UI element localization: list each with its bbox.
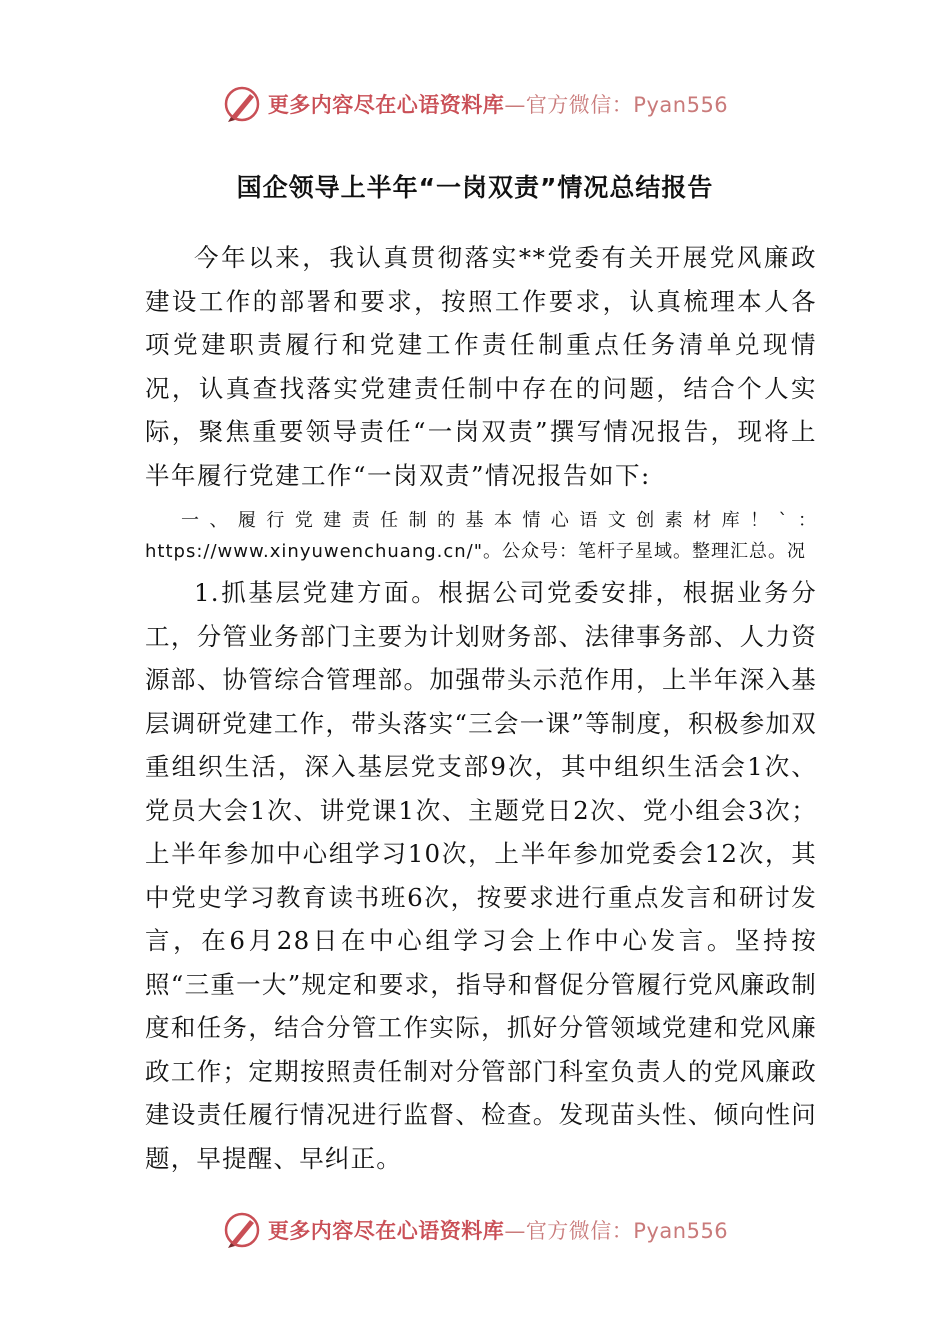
banner-contact-text: —官方微信：Pyan556 <box>504 93 729 117</box>
body-paragraph: 1.抓基层党建方面。根据公司党委安排，根据业务分工，分管业务部门主要为计划财务部、法律事务部、人力资源部、协管综合管理部。加强带头示范作用，上半年深入基层调研党建工作，带头落实“三会一课”等制度，积极参加双重组织生活，深入基层党支部9次，其中组织生活会1次、党员大会1次、讲党课1次、主题党日2次、党小组会3次；上半年参加中心组学习10次，上半年参加党委会12次，其中党史学习教育读书班6次，按要求进行重点发言和研讨发言，在6月28日在中心组学习会上作中心发言。坚持按照“三重一大”规定和要求，指导和督促分管履行党风廉政制度和任务，结合分管工作实际，抓好分管领域党建和党风廉政工作；定期按照责任制对分管部门科室负责人的党风廉政建设责任履行情况进行监督、检查。发现苗头性、倾向性问题，早提醒、早纠正。 <box>145 578 817 1173</box>
pen-logo-icon <box>222 84 262 124</box>
banner-brand-text: 更多内容尽在心语资料库 <box>267 93 505 117</box>
pen-logo-icon <box>222 1210 262 1250</box>
intro-paragraph: 今年以来，我认真贯彻落实**党委有关开展党风廉政建设工作的部署和要求，按照工作要求，认真梳理本人各项党建职责履行和党建工作责任制重点任务清单兑现情况，认真查找落实党建责任制中存在的问题，结合个人实际，聚焦重要领导责任“一岗双责”撰写情况报告，现将上半年履行党建工作“一岗双责”情况报告如下: <box>145 243 817 490</box>
banner-contact-text: —官方微信：Pyan556 <box>504 1219 729 1243</box>
header-banner <box>0 82 950 126</box>
banner-brand-text: 更多内容尽在心语资料库 <box>267 1219 505 1243</box>
document-title: 国企领导上半年“一岗双责”情况总结报告 <box>236 173 714 202</box>
section-heading: 一、履行党建责任制的基本情心语文创素材库！`：https://www.xinyuwenchuang.cn/"。公众号：笔杆子星域。整理汇总。况 <box>145 510 817 562</box>
footer-banner <box>0 1208 950 1252</box>
